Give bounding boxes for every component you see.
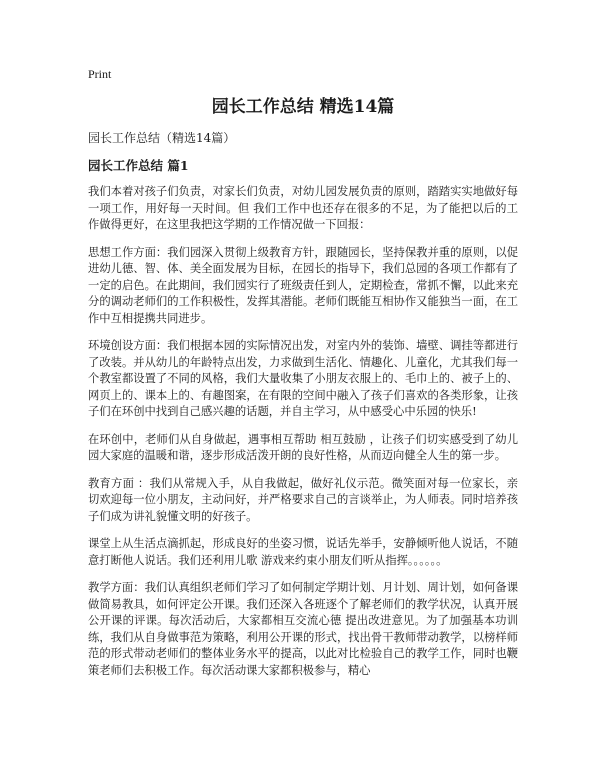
print-label: Print — [88, 67, 112, 81]
document-title: 园长工作总结 精选14篇 — [211, 97, 395, 117]
paragraph: 教学方面：我们认真组织老师们学习了如何制定学期计划、月计划、周计划，如何备课做简易教具，如何评定公开课。我们还深入各班逐个了解老师们的教学状况，认真开展公开课的评课。每次活动后，大家都相互交流心德 提出改进意见。为了加强基本功训练，我们从自身做事范为策略，利用公开课的形式，找出骨干教师带动教学，以榜样师范的形式带动老师们的整体业务水平的提高，以此对比检验自己的教学工作，同时也鞭策老师们去积极工作。每次活动课大家都积极参与，精心 — [88, 581, 518, 677]
paragraph: 课堂上从生活点滴抓起，形成良好的坐姿习惯，说话先举手，安静倾听他人说话，不随意打断他人说话。我们还利用儿歌 游戏来约束小朋友们听从指挥。。。。。。 — [88, 537, 518, 567]
document-subtitle: 园长工作总结（精选14篇） — [88, 131, 236, 145]
paragraph: 我们本着对孩子们负责，对家长们负责，对幼儿园发展负责的原则，踏踏实实地做好每一项工作，用好每一天时间。但 我们工作中也还存在很多的不足，为了能把以后的工作做得更好，在这里我把这学期的工作情况做一下回报： — [88, 185, 518, 231]
section-title: 园长工作总结 篇1 — [88, 158, 189, 173]
paragraph: 环境创设方面：我们根据本园的实际情况出发，对室内外的装饰、墙壁、调挂等都进行了改装。并从幼儿的年龄特点出发，力求做到生活化、情趣化、儿童化，尤其我们每一个教室都设置了不同的风格，我们大量收集了小朋友衣服上的、毛巾上的、被子上的、网页上的、课本上的、有趣图案，在有限的空间中融入了孩子们喜欢的各类形象，让孩子们在环创中找到自己感兴趣的话题，并自主学习，从中感受心中乐园的快乐! — [88, 339, 518, 418]
paragraph: 在环创中，老师们从自身做起，遇事相互帮助 相互鼓励 ，让孩子们切实感受到了幼儿园大家庭的温暖和谐，逐步形成活泼开朗的良好性格，从而迈向健全人生的第一步。 — [88, 432, 518, 462]
paragraph: 教育方面 ：我们从常规入手，从自我做起，做好礼仪示范。微笑面对每一位家长，亲切欢迎每一位小朋友，主动问好，并严格要求自己的言谈举止，为人师表。同时培养孩子们成为讲礼貌懂文明的好孩子。 — [88, 476, 518, 523]
document-page — [88, 66, 518, 679]
paragraph: 思想工作方面：我们园深入贯彻上级教育方针，跟随园长，坚持保教并重的原则，以促进幼儿德、智、体、美全面发展为目标，在园长的指导下，我们总园的各项工作都有了一定的启色。在此期间，我们园实行了班级责任到人，定期检查，常抓不懈，以此来充分的调动老师们的工作积极性，发挥其潜能。老师们既能互相协作又能独当一面，在工作中互相提携共同进步。 — [88, 245, 518, 325]
